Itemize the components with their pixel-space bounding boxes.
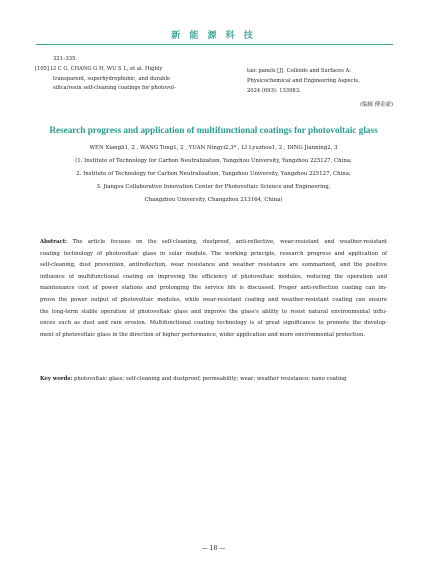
journal-header: 新 能 源 科 技 [171,31,256,41]
reference-line: [105] LI C G, CHANG G H, WU S L, et al. Highly [35,65,163,72]
reference-line: silica/resin self-cleaning coatings for photovol- [53,85,176,92]
references-left [35,55,211,94]
editor-note: (编辑 傅金豪) [360,102,393,108]
abstract-line: maintenance cost of power stations and prolonging the service life is discussed. Proper anti-reflection coating can im- [40,285,387,292]
english-title: Research progress and application of multifunctional coatings for photovoltaic glass [49,125,378,135]
abstract-text: The article focuses on the self-cleaning, dustproof, anti-reflective, wear-resistant and weather-resistant [72,239,388,245]
abstract [40,237,387,341]
authors: WEN Xiangli1, 2 , WANG Tong1, 2 , YUAN Ningyi2,3* , LI Lyuzhou1, 2 , DING Jianning2, 3 [89,145,338,151]
reference-line: 321–335. [53,56,78,62]
abstract-line: the long-term stable operation of photovoltaic glass and improve the glass's ability to resist natural environmental influ- [40,308,387,315]
keywords-text: photovoltaic glass; self-cleaning and dustproof; permeability; wear; weather resistance; nano coating [74,376,347,382]
reference-line: 2024 (693): 133983. [247,87,301,94]
abstract-line: prove the power output of photovoltaic modules, while wear-resistant coating and weather-resistant coating can ensure [40,296,387,303]
reference-line: taic panels [J]. Colloids and Surfaces A: [247,68,352,74]
reference-line: transparent, superhydrophobic, and durable [53,75,171,82]
abstract-line: ences such as dust and rain erosion. Multifunctional coating technology is of great significance to promote the develop- [40,320,387,327]
abstract-label: Abstract: [40,239,68,245]
abstract-line [40,237,387,249]
reference-line: Physicochemical and Engineering Aspects, [247,77,360,84]
affiliation: (1. Institute of Technology for Carbon Neutralization, Yangzhou University, Yangzhou 225127, China; [75,158,352,164]
page-number: — 18 — [201,545,226,552]
abstract-line: influence of multifunctional coating on improving the efficiency of photovoltaic modules, reducing the operation and [40,273,387,280]
affiliation: 2. Institute of Technology for Carbon Neutralization, Yangzhou University, Yangzhou 225127, China; [76,171,351,177]
affiliation: 3. Jiangsu Collaborative Innovation Center for Photovoltaic Science and Engineering, [96,184,331,190]
header-rule [36,44,393,45]
abstract-line: self-cleaning, dust prevention, antireflection, wear resistance and weather resistance are summarized, and the positive [40,262,387,269]
keywords [40,376,387,382]
abstract-line: ment of photovoltaic glass in the direction of higher performance, wider application and more environmental protection. [40,331,366,338]
keywords-label: Key words: [40,376,73,382]
affiliation: Changzhou University, Changzhou 213164, China) [144,197,283,203]
abstract-line: coating technology of photovoltaic glass in solar module. The working principle, research progress and application of [40,250,387,257]
references-right [247,67,397,96]
